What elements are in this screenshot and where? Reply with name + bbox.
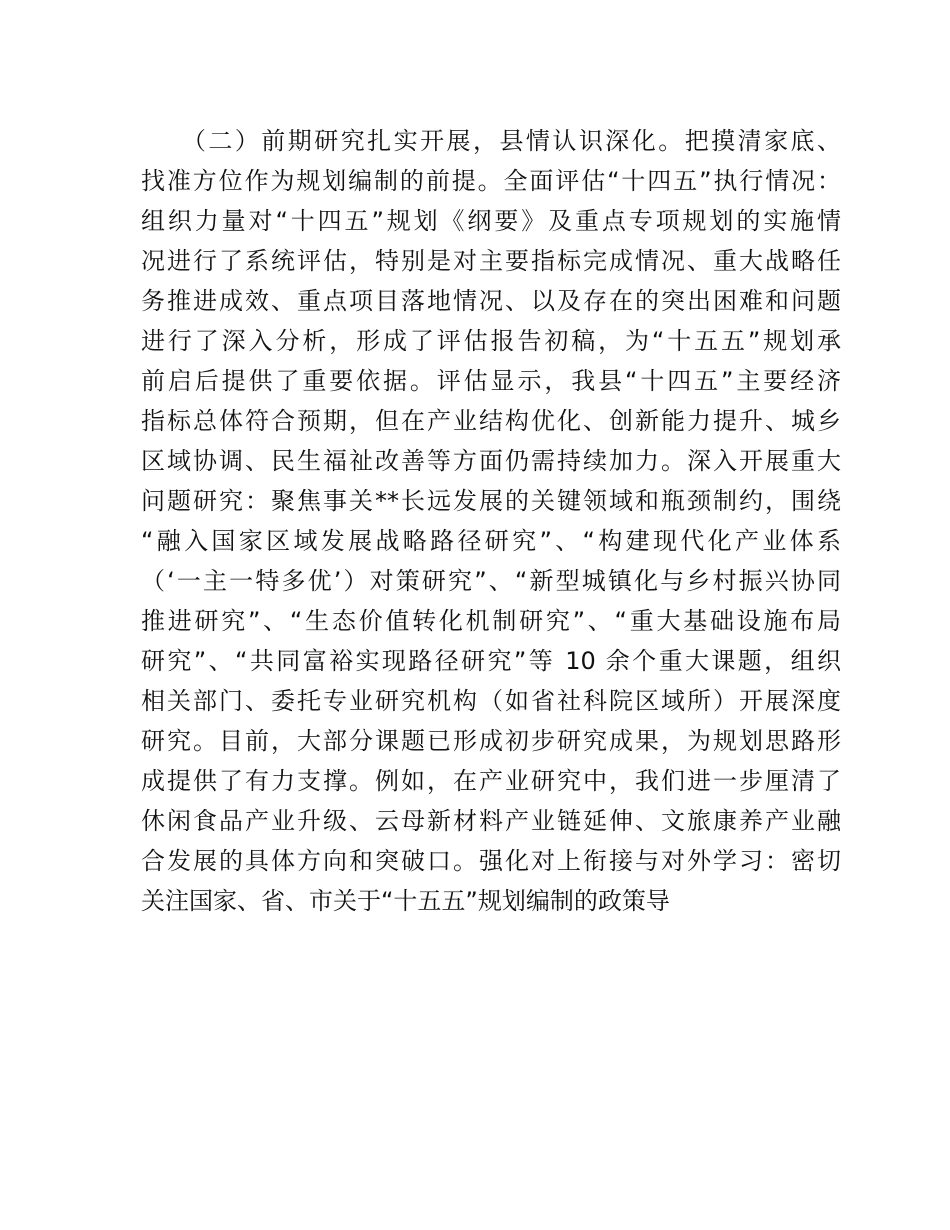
paragraph-line: 况进行了系统评估，特别是对主要指标完成情况、重大战略任 — [141, 247, 841, 275]
paragraph-line: （二）前期研究扎实开展，县情认识深化。把摸清家底、 — [141, 127, 841, 155]
paragraph-line: 休闲食品产业升级、云母新材料产业链延伸、文旅康养产业融 — [141, 807, 841, 835]
paragraph-line: 前启后提供了重要依据。评估显示，我县“十四五”主要经济 — [141, 367, 841, 395]
paragraph-line: 合发展的具体方向和突破口。强化对上衔接与对外学习：密切 — [141, 847, 841, 875]
paragraph-line: 进行了深入分析，形成了评估报告初稿，为“十五五”规划承 — [141, 327, 841, 355]
paragraph-line: 指标总体符合预期，但在产业结构优化、创新能力提升、城乡 — [141, 407, 841, 435]
body-paragraph — [141, 121, 841, 921]
paragraph-line: 研究”、“共同富裕实现路径研究”等 10 余个重大课题，组织 — [141, 647, 841, 675]
paragraph-line: （‘一主一特多优’）对策研究”、“新型城镇化与乡村振兴协同 — [141, 567, 841, 595]
paragraph-line: 推进研究”、“生态价值转化机制研究”、“重大基础设施布局 — [141, 607, 841, 635]
paragraph-line: 关注国家、省、市关于“十五五”规划编制的政策导 — [141, 887, 670, 915]
paragraph-line: 区域协调、民生福祉改善等方面仍需持续加力。深入开展重大 — [141, 447, 841, 475]
paragraph-line: 务推进成效、重点项目落地情况、以及存在的突出困难和问题 — [141, 287, 841, 315]
paragraph-line: 相关部门、委托专业研究机构（如省社科院区域所）开展深度 — [141, 687, 841, 715]
paragraph-line: 组织力量对“十四五”规划《纲要》及重点专项规划的实施情 — [141, 207, 841, 235]
paragraph-line: 成提供了有力支撑。例如，在产业研究中，我们进一步厘清了 — [141, 767, 841, 795]
paragraph-line: 找准方位作为规划编制的前提。全面评估“十四五”执行情况： — [141, 167, 841, 195]
paragraph-line: “融入国家区域发展战略路径研究”、“构建现代化产业体系 — [141, 527, 841, 555]
paragraph-line: 问题研究：聚焦事关**长远发展的关键领域和瓶颈制约，围绕 — [141, 487, 841, 515]
paragraph-line: 研究。目前，大部分课题已形成初步研究成果，为规划思路形 — [141, 727, 841, 755]
